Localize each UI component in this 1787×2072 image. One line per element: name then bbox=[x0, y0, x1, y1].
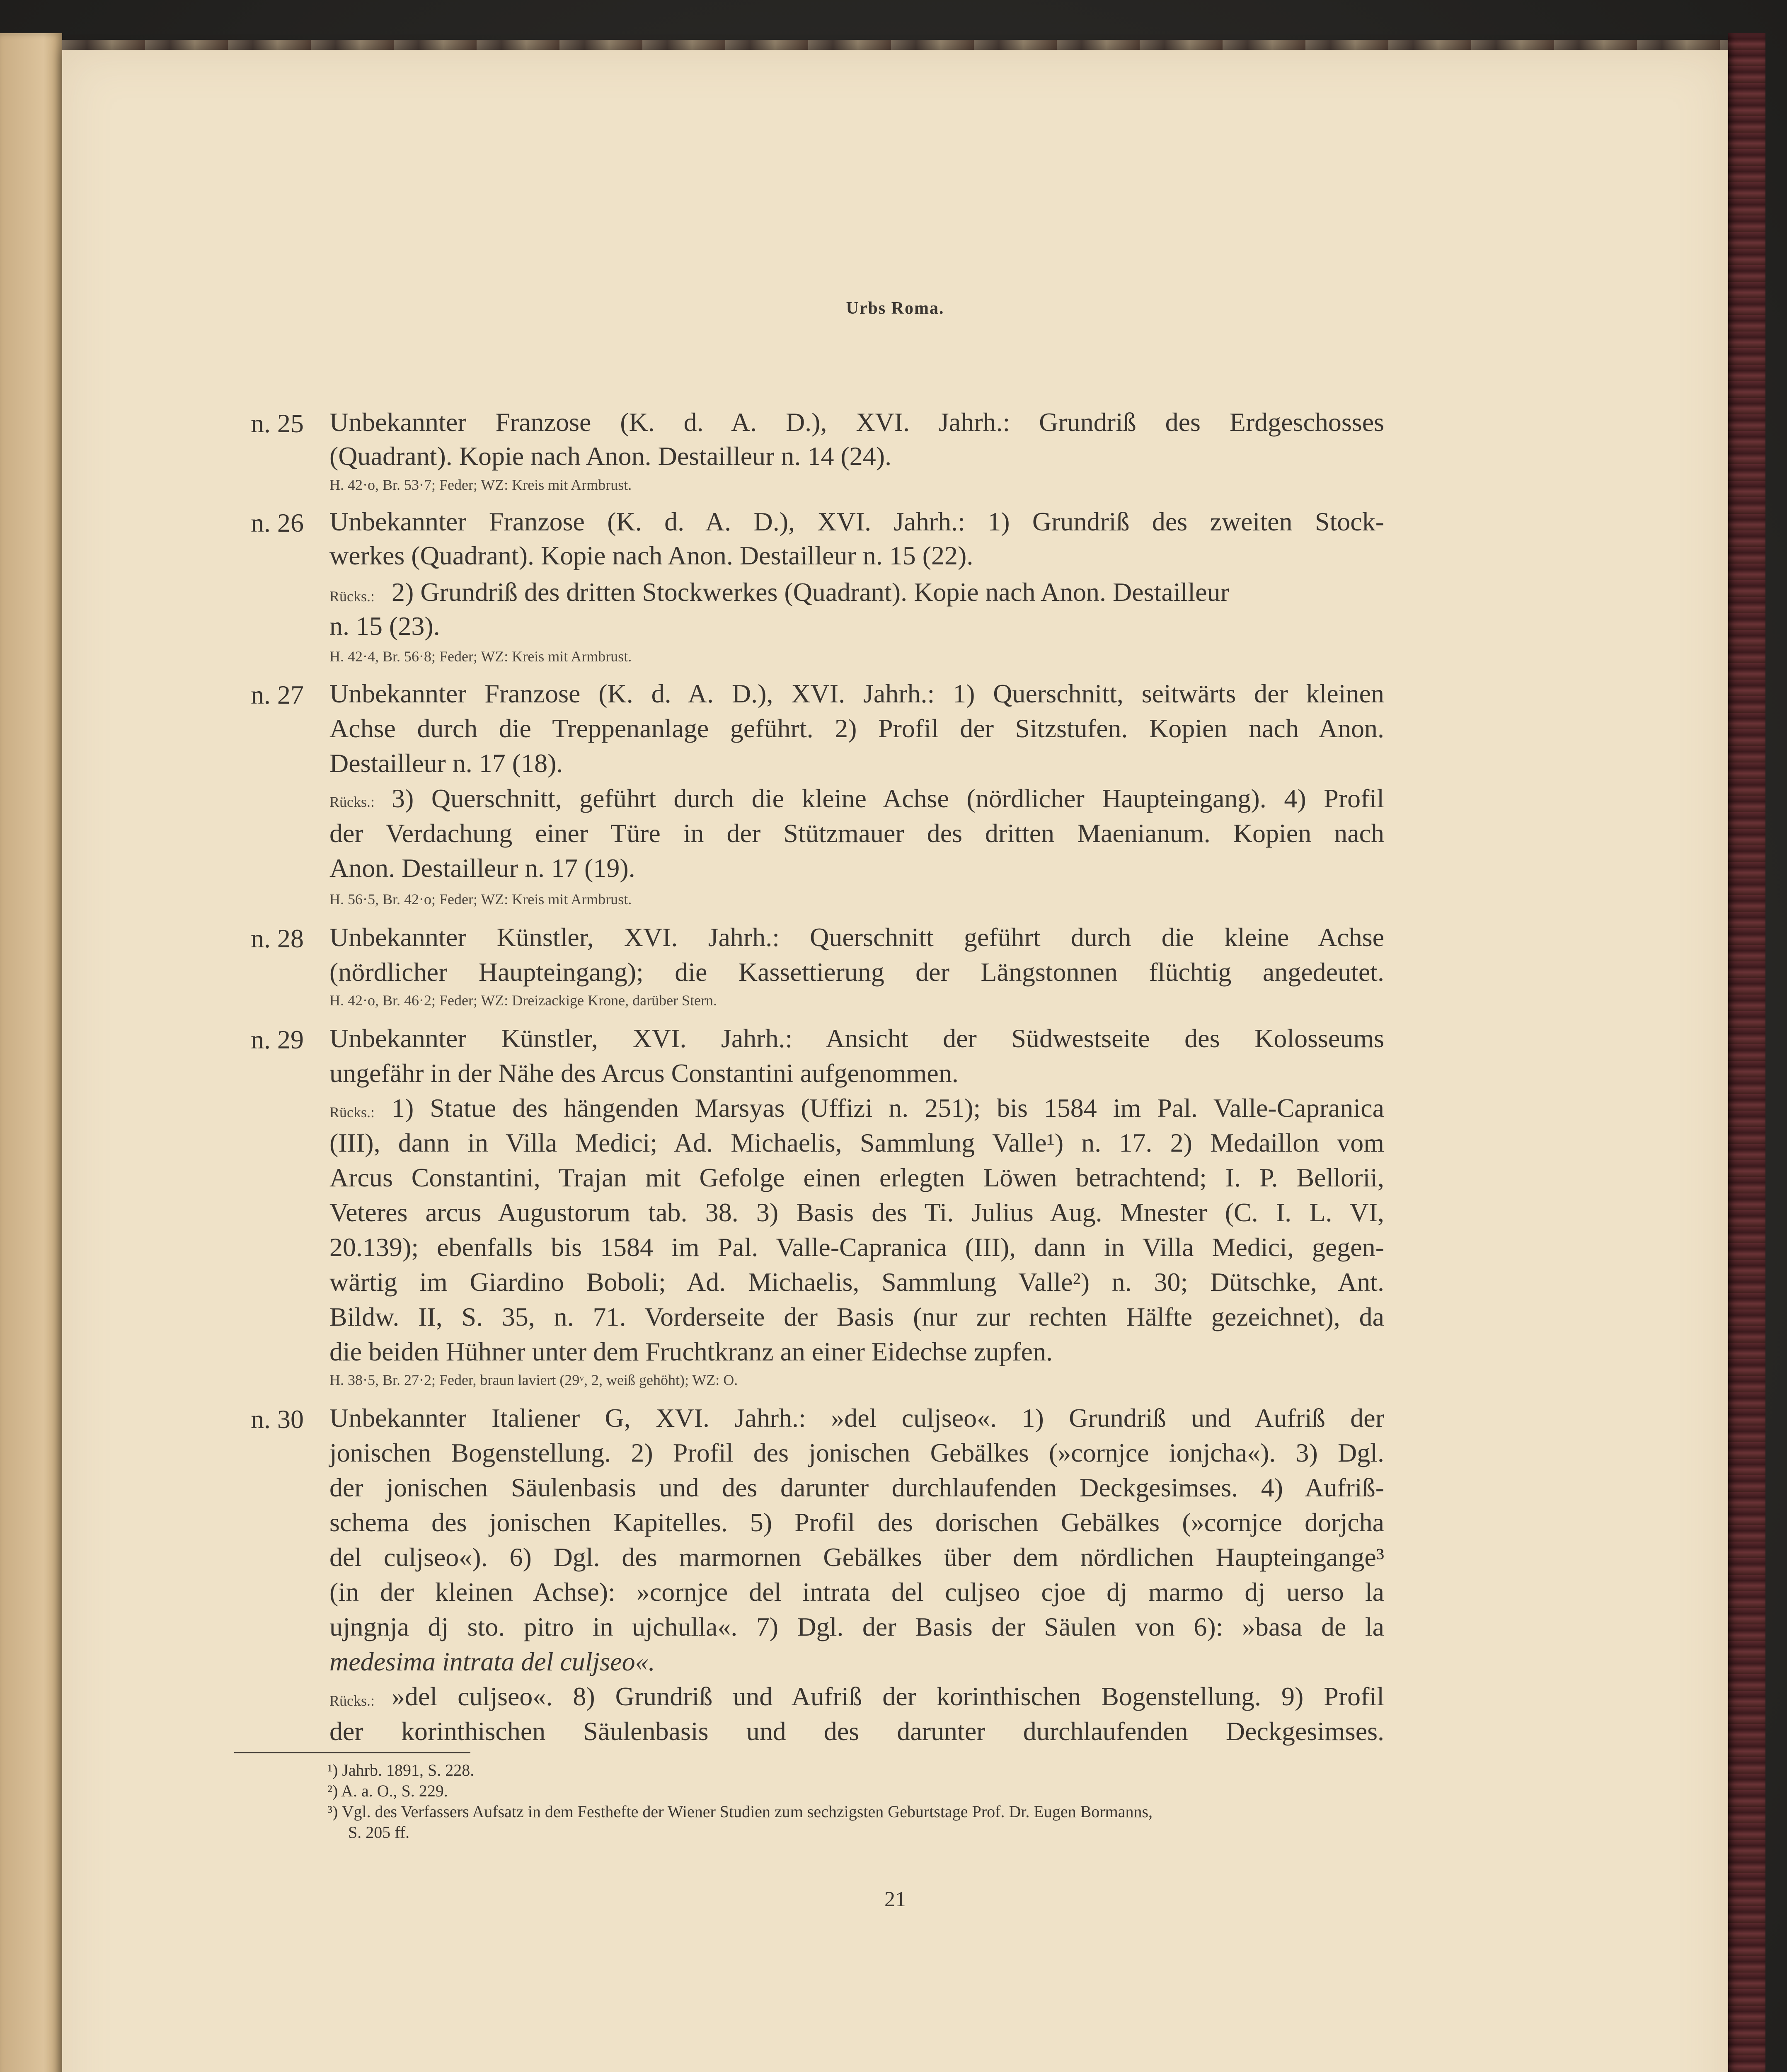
entry-line: Unbekannter Künstler, XVI. Jahrh.: Querschnitt geführt durch die kleine Achse bbox=[329, 922, 1384, 952]
entry-line: medesima intrata del culjseo«. bbox=[329, 1647, 655, 1676]
entry-line: 20.139); ebenfalls bis 1584 im Pal. Valle-Capranica (III), dann in Villa Medici, gegen- bbox=[329, 1232, 1384, 1262]
footnote: ³) Vgl. des Verfassers Aufsatz in dem Festhefte der Wiener Studien zum sechzigsten Geburtstage Prof. Dr. Eugen Bormanns, bbox=[327, 1802, 1153, 1821]
entry-line: ungefähr in der Nähe des Arcus Constantini aufgenommen. bbox=[329, 1058, 959, 1088]
entry-meta: H. 38·5, Br. 27·2; Feder, braun laviert (29ᵛ, 2, weiß gehöht); WZ: O. bbox=[329, 1372, 738, 1388]
running-head: Urbs Roma. bbox=[846, 299, 944, 318]
entry-meta: H. 42·o, Br. 46·2; Feder; WZ: Dreizackige Krone, darüber Stern. bbox=[329, 992, 717, 1009]
entry-line: Veteres arcus Augustorum tab. 38. 3) Basis des Ti. Julius Aug. Mnester (C. I. L. VI, bbox=[329, 1198, 1384, 1227]
entry-line: (nördlicher Haupteingang); die Kassettierung der Längstonnen flüchtig angedeutet. bbox=[329, 957, 1384, 987]
entry-line: werkes (Quadrant). Kopie nach Anon. Destailleur n. 15 (22). bbox=[329, 541, 973, 570]
footnote: ¹) Jahrb. 1891, S. 228. bbox=[327, 1761, 475, 1779]
entry-line: 1) Statue des hängenden Marsyas (Uffizi n. 251); bis 1584 im Pal. Valle-Capranica bbox=[392, 1093, 1384, 1123]
entry-line: 2) Grundriß des dritten Stockwerkes (Quadrant). Kopie nach Anon. Destailleur bbox=[392, 577, 1229, 607]
entry-line: 3) Querschnitt, geführt durch die kleine Achse (nördlicher Haupteingang). 4) Profil bbox=[392, 784, 1384, 813]
verso-label: Rücks.: bbox=[329, 588, 375, 605]
entry-line: (in der kleinen Achse): »cornjce del intrata del culjseo cjoe dj marmo dj uerso la bbox=[329, 1577, 1384, 1607]
entry-line: (III), dann in Villa Medici; Ad. Michaelis, Sammlung Valle¹) n. 17. 2) Medaillon vom bbox=[329, 1128, 1384, 1157]
entry-number: n. 25 bbox=[251, 409, 304, 438]
page-number: 21 bbox=[884, 1888, 906, 1911]
verso-label: Rücks.: bbox=[329, 1104, 375, 1121]
footnote: S. 205 ff. bbox=[348, 1823, 410, 1842]
entry-line: Unbekannter Italiener G, XVI. Jahrh.: »del culjseo«. 1) Grundriß und Aufriß der bbox=[329, 1403, 1384, 1433]
verso-label: Rücks.: bbox=[329, 794, 375, 810]
footnote: ²) A. a. O., S. 229. bbox=[327, 1782, 448, 1800]
entry-meta: H. 42·o, Br. 53·7; Feder; WZ: Kreis mit Armbrust. bbox=[329, 477, 632, 493]
entry-line: schema des jonischen Kapitelles. 5) Profil des dorischen Gebälkes (»cornjce dorjcha bbox=[329, 1508, 1384, 1537]
entry-meta: H. 42·4, Br. 56·8; Feder; WZ: Kreis mit Armbrust. bbox=[329, 648, 632, 665]
entry-line: Destailleur n. 17 (18). bbox=[329, 748, 563, 778]
entry-number: n. 26 bbox=[251, 508, 304, 537]
entry-line: Unbekannter Franzose (K. d. A. D.), XVI. Jahrh.: Grundriß des Erdgeschosses bbox=[329, 407, 1384, 437]
entry-line: die beiden Hühner unter dem Fruchtkranz an einer Eidechse zupfen. bbox=[329, 1337, 1053, 1366]
entry-line: ujngnja dj sto. pitro in ujchulla«. 7) Dgl. der Basis der Säulen von 6): »basa de la bbox=[329, 1612, 1384, 1641]
entry-line: (Quadrant). Kopie nach Anon. Destailleur n. 14 (24). bbox=[329, 441, 892, 471]
entry-line: der korinthischen Säulenbasis und des darunter durchlaufenden Deckgesimses. bbox=[329, 1716, 1384, 1746]
entry-line: wärtig im Giardino Boboli; Ad. Michaelis, Sammlung Valle²) n. 30; Dütschke, Ant. bbox=[329, 1267, 1384, 1297]
verso-label: Rücks.: bbox=[329, 1692, 375, 1709]
entry-meta: H. 56·5, Br. 42·o; Feder; WZ: Kreis mit Armbrust. bbox=[329, 891, 632, 908]
entry-line: Bildw. II, S. 35, n. 71. Vorderseite der Basis (nur zur rechten Hälfte gezeichnet), da bbox=[329, 1302, 1384, 1331]
entry-line: Achse durch die Treppenanlage geführt. 2) Profil der Sitzstufen. Kopien nach Anon. bbox=[329, 714, 1384, 743]
entry-line: der Verdachung einer Türe in der Stützmauer des dritten Maenianum. Kopien nach bbox=[329, 818, 1384, 848]
entry-line: Unbekannter Künstler, XVI. Jahrh.: Ansicht der Südwestseite des Kolosseums bbox=[329, 1024, 1384, 1053]
entry-line: »del culjseo«. 8) Grundriß und Aufriß der korinthischen Bogenstellung. 9) Profil bbox=[392, 1682, 1384, 1711]
entry-number: n. 30 bbox=[251, 1404, 304, 1434]
entry-line: Anon. Destailleur n. 17 (19). bbox=[329, 853, 635, 883]
footnote-rule bbox=[234, 1752, 470, 1753]
entry-line: Unbekannter Franzose (K. d. A. D.), XVI. Jahrh.: 1) Querschnitt, seitwärts der kleinen bbox=[329, 679, 1384, 708]
entry-line: jonischen Bogenstellung. 2) Profil des jonischen Gebälkes (»cornjce ionjcha«). 3) Dgl. bbox=[329, 1438, 1384, 1467]
entry-line: n. 15 (23). bbox=[329, 611, 440, 641]
page-content bbox=[62, 50, 1728, 2072]
entry-number: n. 28 bbox=[251, 924, 304, 953]
entry-number: n. 29 bbox=[251, 1025, 304, 1054]
book-page bbox=[62, 50, 1728, 2072]
entry-line: der jonischen Säulenbasis und des darunter durchlaufenden Deckgesimses. 4) Aufriß- bbox=[329, 1473, 1384, 1502]
entry-line: del culjseo«). 6) Dgl. des marmornen Gebälkes über dem nördlichen Haupteingange³ bbox=[329, 1542, 1384, 1572]
book-binding bbox=[1728, 33, 1765, 2072]
facing-page-edge bbox=[0, 33, 62, 2072]
entry-line: Unbekannter Franzose (K. d. A. D.), XVI. Jahrh.: 1) Grundriß des zweiten Stock- bbox=[329, 507, 1384, 536]
entry-number: n. 27 bbox=[251, 680, 304, 709]
entry-line: Arcus Constantini, Trajan mit Gefolge einen erlegten Löwen betrachtend; I. P. Bellorii, bbox=[329, 1163, 1384, 1192]
